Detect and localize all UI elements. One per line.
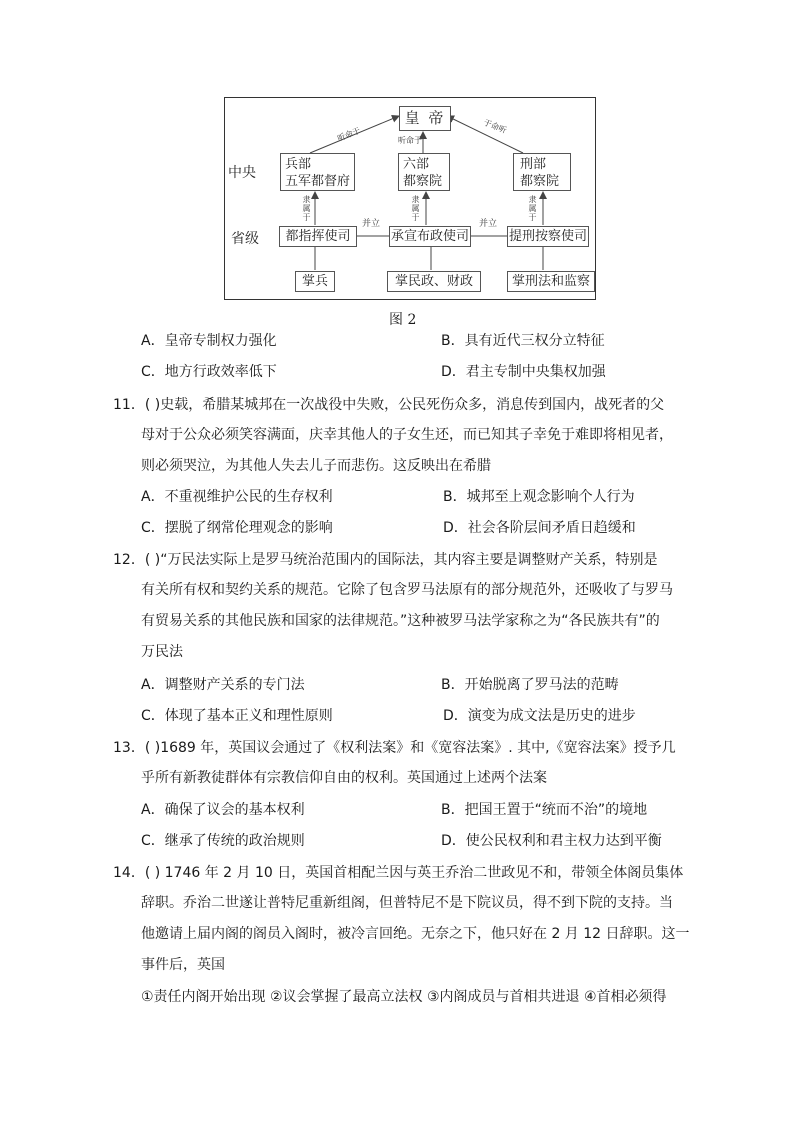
subordinate-left-label: 隶属于 [302, 195, 311, 222]
q14-statements-line: ①责任内阁开始出现 ②议会掌握了最高立法权 ③内阁成员与首相共进退 ④首相必须得 [141, 989, 667, 1005]
central-mid-line1: 六部 [403, 157, 430, 172]
q11-stem-line2: 母对于公众必须笑容满面，庆幸其他人的子女生还，而已知其子幸免于难即将相见者， [141, 427, 673, 443]
central-right-line2: 都察院 [520, 174, 560, 189]
q14-stem-line4: 事件后，英国 [141, 957, 225, 973]
q12-option-a: A．调整财产关系的专门法 [141, 677, 305, 693]
q13-stem-line1: 13．( )1689 年，英国议会通过了《权利法案》和《宽容法案》. 其中,《宽容法案》授予几 [113, 740, 676, 756]
q12-stem-line4: 万民法 [141, 644, 183, 660]
province-left-box: 都指挥使司 [279, 226, 357, 247]
obey-right-label: 于命听 [482, 117, 508, 136]
central-left-line2: 五军都督府 [285, 174, 351, 189]
q14-stem-line1: 14．( ) 1746 年 2 月 10 日，英国首相配兰因与英王乔治二世政见不和，带领全体阁员集体 [113, 865, 684, 881]
q13-option-a: A．确保了议会的基本权利 [141, 802, 305, 818]
q12-option-c: C．体现了基本正义和理性原则 [141, 708, 333, 724]
central-right-line1: 刑部 [520, 157, 547, 172]
q11-option-c: C．摆脱了纲常伦理观念的影响 [141, 520, 333, 536]
q13-option-d: D．使公民权利和君主权力达到平衡 [441, 833, 662, 849]
q11-option-a: A．不重视维护公民的生存权利 [141, 489, 333, 505]
subordinate-mid-label: 隶属于 [411, 195, 420, 222]
province-right-box: 提刑按察使司 [507, 226, 589, 247]
q13-option-b: B．把国王置于“统而不治”的境地 [441, 802, 648, 818]
central-mid-box [398, 153, 450, 191]
q10-option-a: A．皇帝专制权力强化 [141, 333, 277, 349]
q11-stem-line3: 则必须哭泣，为其他人失去儿子而悲伤。这反映出在希腊 [141, 458, 491, 474]
figure-caption: 图 2 [389, 312, 417, 328]
q13-stem-line2: 乎所有新教徒群体有宗教信仰自由的权利。英国通过上述两个法案 [141, 770, 547, 786]
central-mid-line2: 都察院 [403, 174, 443, 189]
q10-option-b: B．具有近代三权分立特征 [441, 333, 605, 349]
q13-option-c: C．继承了传统的政治规则 [141, 833, 305, 849]
q10-option-d: D．君主专制中央集权加强 [441, 364, 606, 380]
q14-stem-line3: 他邀请上届内阁的阁员入阁时，被冷言回绝。无奈之下，他只好在 2 月 12 日辞职。这一 [141, 926, 690, 942]
duty-left-box: 掌兵 [295, 271, 335, 292]
q10-option-c: C．地方行政效率低下 [141, 364, 277, 380]
level-central-label: 中央 [228, 165, 256, 181]
q12-stem-line2: 有关所有权和契约关系的规范。它除了包含罗马法原有的部分规范外，还吸收了与罗马 [141, 582, 673, 598]
duty-mid-box: 掌民政、财政 [387, 271, 481, 292]
subordinate-right-label: 隶属于 [528, 195, 537, 222]
obey-mid-label: 听命于 [398, 136, 422, 145]
province-mid-box: 承宣布政使司 [389, 226, 471, 247]
emperor-box: 皇 帝 [399, 106, 451, 131]
central-left-box [280, 153, 355, 191]
q14-stem-line2: 辞职。乔治二世遂让普特尼重新组阁，但普特尼不是下院议员，得不到下院的支持。当 [141, 895, 673, 911]
q11-option-b: B．城邦至上观念影响个人行为 [443, 489, 635, 505]
q11-option-d: D．社会各阶层间矛盾日趋缓和 [443, 520, 636, 536]
obey-left-label: 听命于 [336, 125, 362, 144]
level-province-label: 省级 [231, 231, 259, 247]
q12-option-b: B．开始脱离了罗马法的范畴 [441, 677, 619, 693]
parallel-right-label: 并立 [479, 219, 498, 229]
q12-option-d: D．演变为成文法是历史的进步 [443, 708, 636, 724]
central-left-line1: 兵部 [285, 157, 312, 172]
parallel-left-label: 并立 [362, 219, 381, 229]
q11-stem-line1: 11．( )史载，希腊某城邦在一次战役中失败，公民死伤众多，消息传到国内，战死者的父 [113, 397, 665, 413]
ming-government-diagram [224, 97, 596, 300]
duty-right-box: 掌刑法和监察 [507, 271, 595, 292]
central-right-box [513, 153, 571, 191]
q12-stem-line1: 12．( )“万民法实际上是罗马统治范围内的国际法，其内容主要是调整财产关系，特别是 [113, 552, 658, 568]
q12-stem-line3: 有贸易关系的其他民族和国家的法律规范。”这种被罗马法学家称之为“各民族共有”的 [141, 613, 660, 629]
